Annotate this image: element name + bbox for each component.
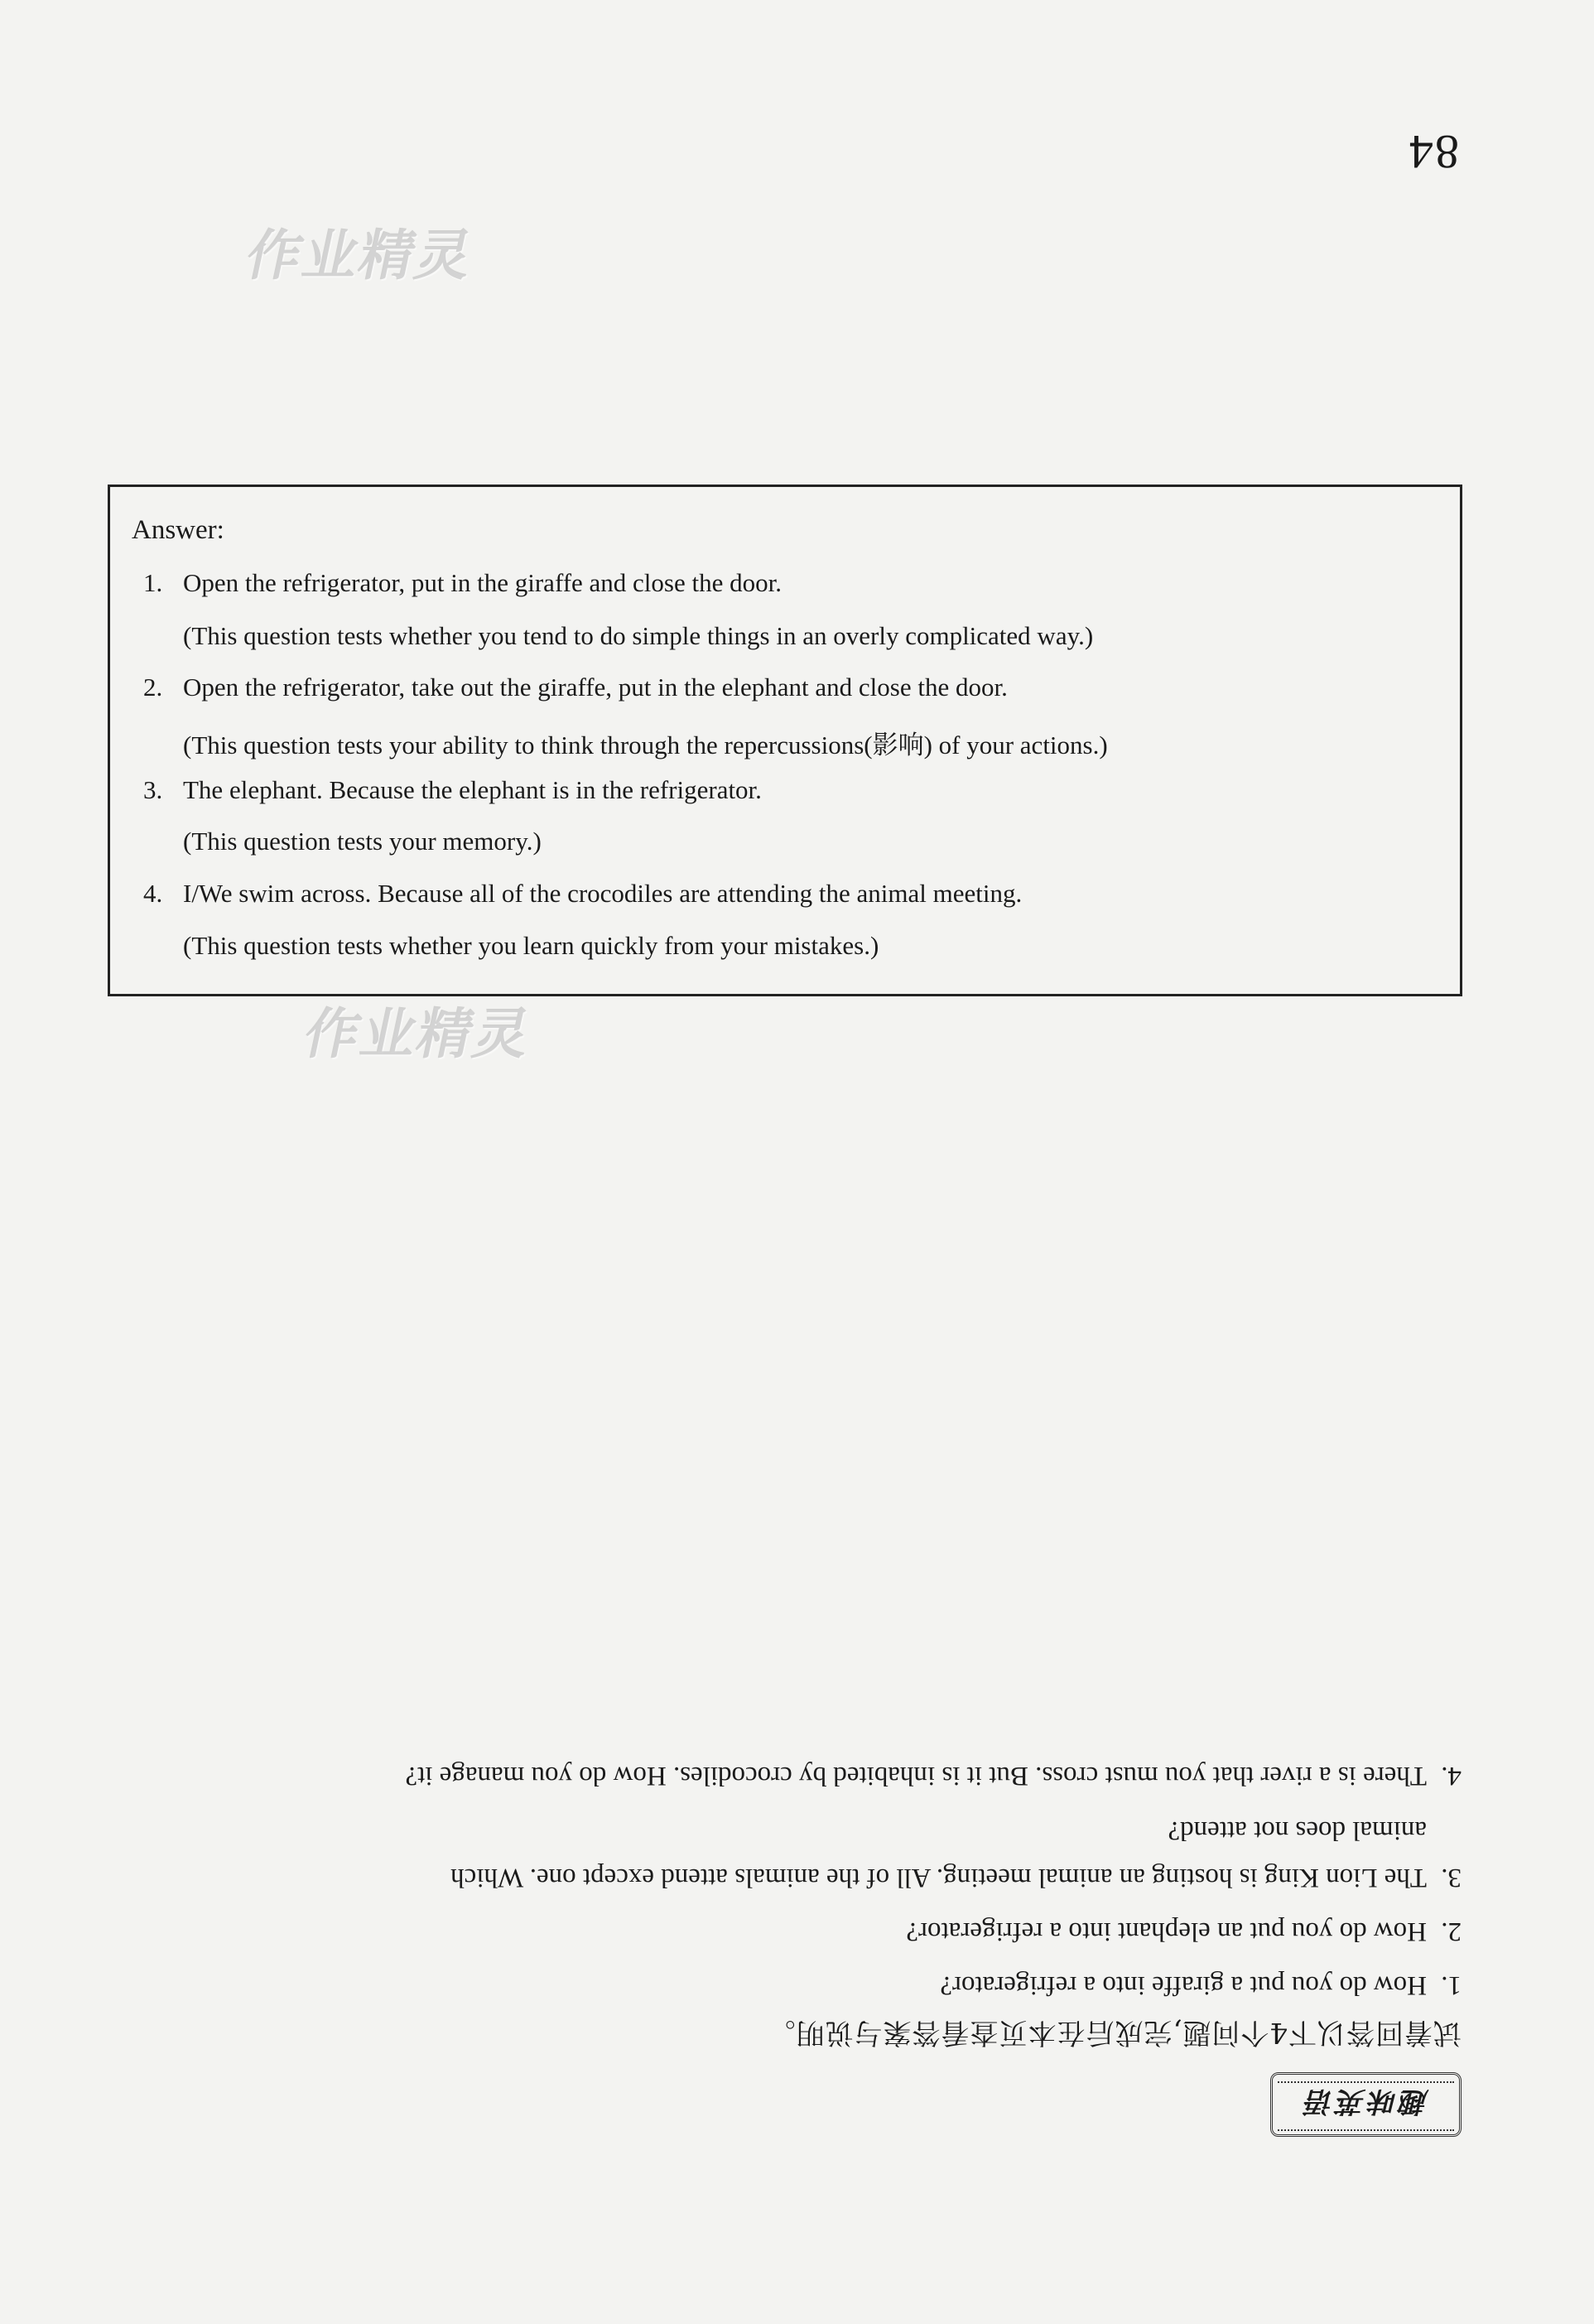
question-item [450, 1862, 1462, 1892]
question-number: 2. [1441, 1917, 1462, 1946]
answer-title: Answer: [132, 515, 224, 545]
watermark: 作业精灵 [240, 224, 479, 287]
answer-text: Open the refrigerator, take out the giraffe, put in the elephant and close the door. [183, 673, 1008, 702]
answer-item [143, 673, 1008, 702]
question-item [940, 1970, 1462, 2000]
answer-number: 1. [143, 568, 163, 597]
answer-note: (This question tests whether you tend to do simple things in an overly complicated way.) [183, 621, 1094, 650]
question-number: 4. [1441, 1761, 1462, 1791]
answer-note: (This question tests your ability to think through the repercussions(影响) of your actions.) [183, 730, 1108, 759]
question-number: 1. [1441, 1970, 1462, 2000]
answer-text: I/We swim across. Because all of the crocodiles are attending the animal meeting. [183, 879, 1023, 908]
answer-box [108, 485, 1462, 996]
answer-text: The elephant. Because the elephant is in the refrigerator. [183, 775, 762, 804]
question-number: 3. [1441, 1863, 1462, 1892]
question-item [906, 1916, 1462, 1946]
watermark: 作业精灵 [298, 1002, 537, 1066]
question-item [405, 1760, 1462, 1791]
question-text-continued: animal does not attend? [1168, 1815, 1427, 1845]
answer-number: 2. [143, 673, 163, 702]
answer-text: Open the refrigerator, put in the giraffe and close the door. [183, 568, 782, 597]
page-number: 84 [1408, 125, 1459, 179]
answer-note: (This question tests your memory.) [183, 827, 542, 856]
answer-note: (This question tests whether you learn quickly from your mistakes.) [183, 931, 879, 960]
question-text: How do you put a giraffe into a refrigerator? [940, 1970, 1427, 2000]
answer-item [143, 879, 1022, 909]
question-text: The Lion King is hosting an animal meeting. All of the animals attend except one. Which [450, 1863, 1427, 1892]
question-instruction: 试着回答以下4个问题,完成后在本页查看答案与说明。 [766, 2016, 1462, 2049]
answer-item [143, 775, 762, 805]
answer-number: 4. [143, 879, 163, 908]
question-text: There is a river that you must cross. But it is inhabited by crocodiles. How do you manage it? [405, 1761, 1427, 1791]
section-badge: 趣味英语 [1270, 2072, 1462, 2137]
upside-down-questions [79, 1706, 1486, 2145]
answer-item [143, 568, 782, 598]
answer-number: 3. [143, 775, 163, 804]
question-text: How do you put an elephant into a refrigerator? [906, 1917, 1427, 1946]
